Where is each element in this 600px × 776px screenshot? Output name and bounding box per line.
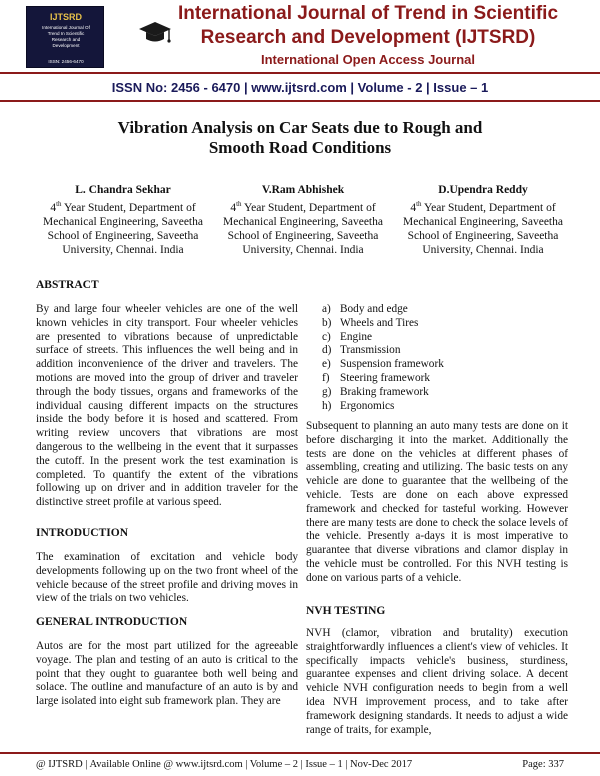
author-name: L. Chandra Sekhar	[75, 184, 171, 196]
list-marker: d)	[322, 344, 332, 357]
list-item-text: Steering framework	[340, 371, 431, 384]
list-item-text: Suspension framework	[340, 358, 444, 371]
abstract-text: By and large four wheeler vehicles are one of the well known vehicles in city transport. Four wheeler vehicles are presented to vibrations because of unpredictable surface of streets. This influences the well being and in addition inconvenience of the driver and travelers. The motions are moved into the group of driver and traveler through the body tissues, organs and frameworks of the individual causing different impacts on the structures inside the body before it is hosed and scattered. From writing review uncovers that vibrations are most dangerous to the wellbeing in the event that it surpasses the cutoff. In the present work the test examination is completed. To quantify the extent of the vibrations following up on driver and in addition traveler for the distinctive street profile at various speed.	[36, 303, 298, 509]
list-item-text: Braking framework	[340, 385, 429, 398]
journal-name-line1: International Journal of Trend in Scientific	[177, 3, 559, 24]
author-affiliation-line	[38, 197, 208, 215]
author-affiliation-line: Mechanical Engineering, Saveetha	[223, 215, 383, 228]
paper-title-line2: Smooth Road Conditions	[208, 138, 392, 157]
list-marker: c)	[322, 330, 331, 343]
footer-citation: @ IJTSRD | Available Online @ www.ijtsrd.com | Volume – 2 | Issue – 1 | Nov-Dec 2017	[36, 759, 413, 770]
list-item	[322, 372, 444, 386]
issn-bar-text: ISSN No: 2456 - 6470 | www.ijtsrd.com | Volume - 2 | Issue – 1	[111, 80, 489, 95]
author-affiliation-line: Mechanical Engineering, Saveetha	[43, 215, 203, 228]
list-marker: e)	[322, 358, 331, 371]
introduction-heading: INTRODUCTION	[36, 527, 129, 539]
author-card	[398, 183, 568, 257]
author-card	[218, 183, 388, 257]
author-affiliation-text: Year Student, Department of	[241, 201, 376, 214]
logo-line: International Journal Of	[42, 25, 90, 30]
author-name: D.Upendra Reddy	[438, 184, 528, 196]
abstract-heading: ABSTRACT	[36, 279, 99, 291]
logo-issn: ISSN: 2456-6470	[48, 59, 84, 64]
list-item	[322, 358, 444, 372]
header-top	[0, 0, 600, 70]
list-item	[322, 400, 444, 414]
introduction-text: The examination of excitation and vehicle body developments following up on the two front wheel of the vehicle because of the street profile and driving moves in view of the trials on two vehicles.	[36, 551, 298, 605]
logo-title: IJTSRD	[49, 12, 82, 22]
subsystem-list	[322, 303, 444, 413]
author-card	[38, 183, 208, 257]
list-marker: a)	[322, 303, 331, 315]
list-item-text: Engine	[340, 330, 372, 343]
tests-paragraph: Subsequent to planning an auto many tests are done on it before discharging it into the market. Additionally the tests are done on the vehicles at different phases of assembling, creating and utilizing. The basic tests on any vehicle are done to guarantee that the wellbeing of the vehicle. Tests are done on each above expressed framework and checked for tasteful working. However there are many tests are done to check the solace levels of the vehicle. Presently a-days it is most imperative to guarantee that diverse vibrations and clamor display in the vehicle must be controlled. For this NVH testing is done on various parts of a vehicle.	[306, 420, 568, 584]
list-marker: h)	[322, 399, 332, 412]
author-affiliation-line: School of Engineering, Saveetha	[227, 229, 379, 242]
logo-line: Development	[52, 43, 80, 48]
author-affiliation-line	[218, 197, 388, 215]
list-item	[322, 317, 444, 331]
list-item-text: Transmission	[340, 344, 401, 357]
logo-line: Trend In Scientific	[47, 31, 85, 36]
list-item	[322, 386, 444, 400]
author-affiliation-line: University, Chennai. India	[242, 243, 364, 256]
list-item-text: Ergonomics	[340, 399, 395, 412]
nvh-testing-text: NVH (clamor, vibration and brutality) execution straightforwardly influences a client's view of vehicles. It specifically impacts vehicle's business, sturdiness, guarantee expenses and client driving solace. A decent vehicle NVH configuration needs to begin from a well idea NVH improvement process, and to take after framework designing standards. It needs to adjust a wide range of traits, for example,	[306, 627, 568, 736]
general-introduction-text: Autos are for the most part utilized for the agreeable voyage. The plan and testing of an auto is critical to the point that they ought to guarantee both well being and solace. The outline and manufacture of an auto is by and large isolated into eight sub framework plan. They are	[36, 640, 298, 708]
journal-name	[168, 2, 568, 50]
list-item	[322, 331, 444, 345]
author-affiliation-text: Year Student, Department of	[421, 201, 556, 214]
paper-title-line1: Vibration Analysis on Car Seats due to Rough and	[117, 118, 483, 137]
list-marker: b)	[322, 316, 332, 329]
graduation-cap-icon	[138, 20, 172, 46]
author-affiliation-text: Year Student, Department of	[61, 201, 196, 214]
author-affiliation-line: University, Chennai. India	[62, 243, 184, 256]
author-year: 4	[230, 201, 237, 214]
open-access-label: International Open Access Journal	[260, 52, 476, 67]
list-item	[322, 303, 444, 317]
author-affiliation-line: School of Engineering, Saveetha	[47, 229, 199, 242]
paper-title	[60, 118, 540, 158]
author-block	[38, 183, 568, 256]
author-affiliation-line: Mechanical Engineering, Saveetha	[403, 215, 563, 228]
journal-header	[0, 0, 600, 104]
nvh-testing-heading: NVH TESTING	[306, 605, 386, 617]
page-footer	[0, 752, 600, 776]
author-year-suffix: th	[56, 200, 62, 208]
issn-bar	[0, 72, 600, 102]
list-item	[322, 344, 444, 358]
author-affiliation-line: School of Engineering, Saveetha	[407, 229, 559, 242]
general-introduction-heading: GENERAL INTRODUCTION	[36, 616, 188, 628]
page-number: Page: 337	[522, 759, 564, 770]
list-item-text: Wheels and Tires	[340, 316, 419, 329]
journal-name-line2: Research and Development (IJTSRD)	[200, 27, 536, 48]
author-name: V.Ram Abhishek	[261, 184, 345, 196]
journal-logo	[26, 6, 104, 68]
author-year-suffix: th	[236, 200, 242, 208]
author-year: 4	[410, 201, 417, 214]
list-marker: f)	[322, 371, 330, 384]
logo-line: Research and	[51, 37, 81, 42]
author-affiliation-line	[398, 197, 568, 215]
author-year-suffix: th	[416, 200, 422, 208]
list-item-text: Body and edge	[340, 303, 408, 315]
list-marker: g)	[322, 385, 332, 398]
author-affiliation-line: University, Chennai. India	[422, 243, 544, 256]
author-year: 4	[50, 201, 57, 214]
